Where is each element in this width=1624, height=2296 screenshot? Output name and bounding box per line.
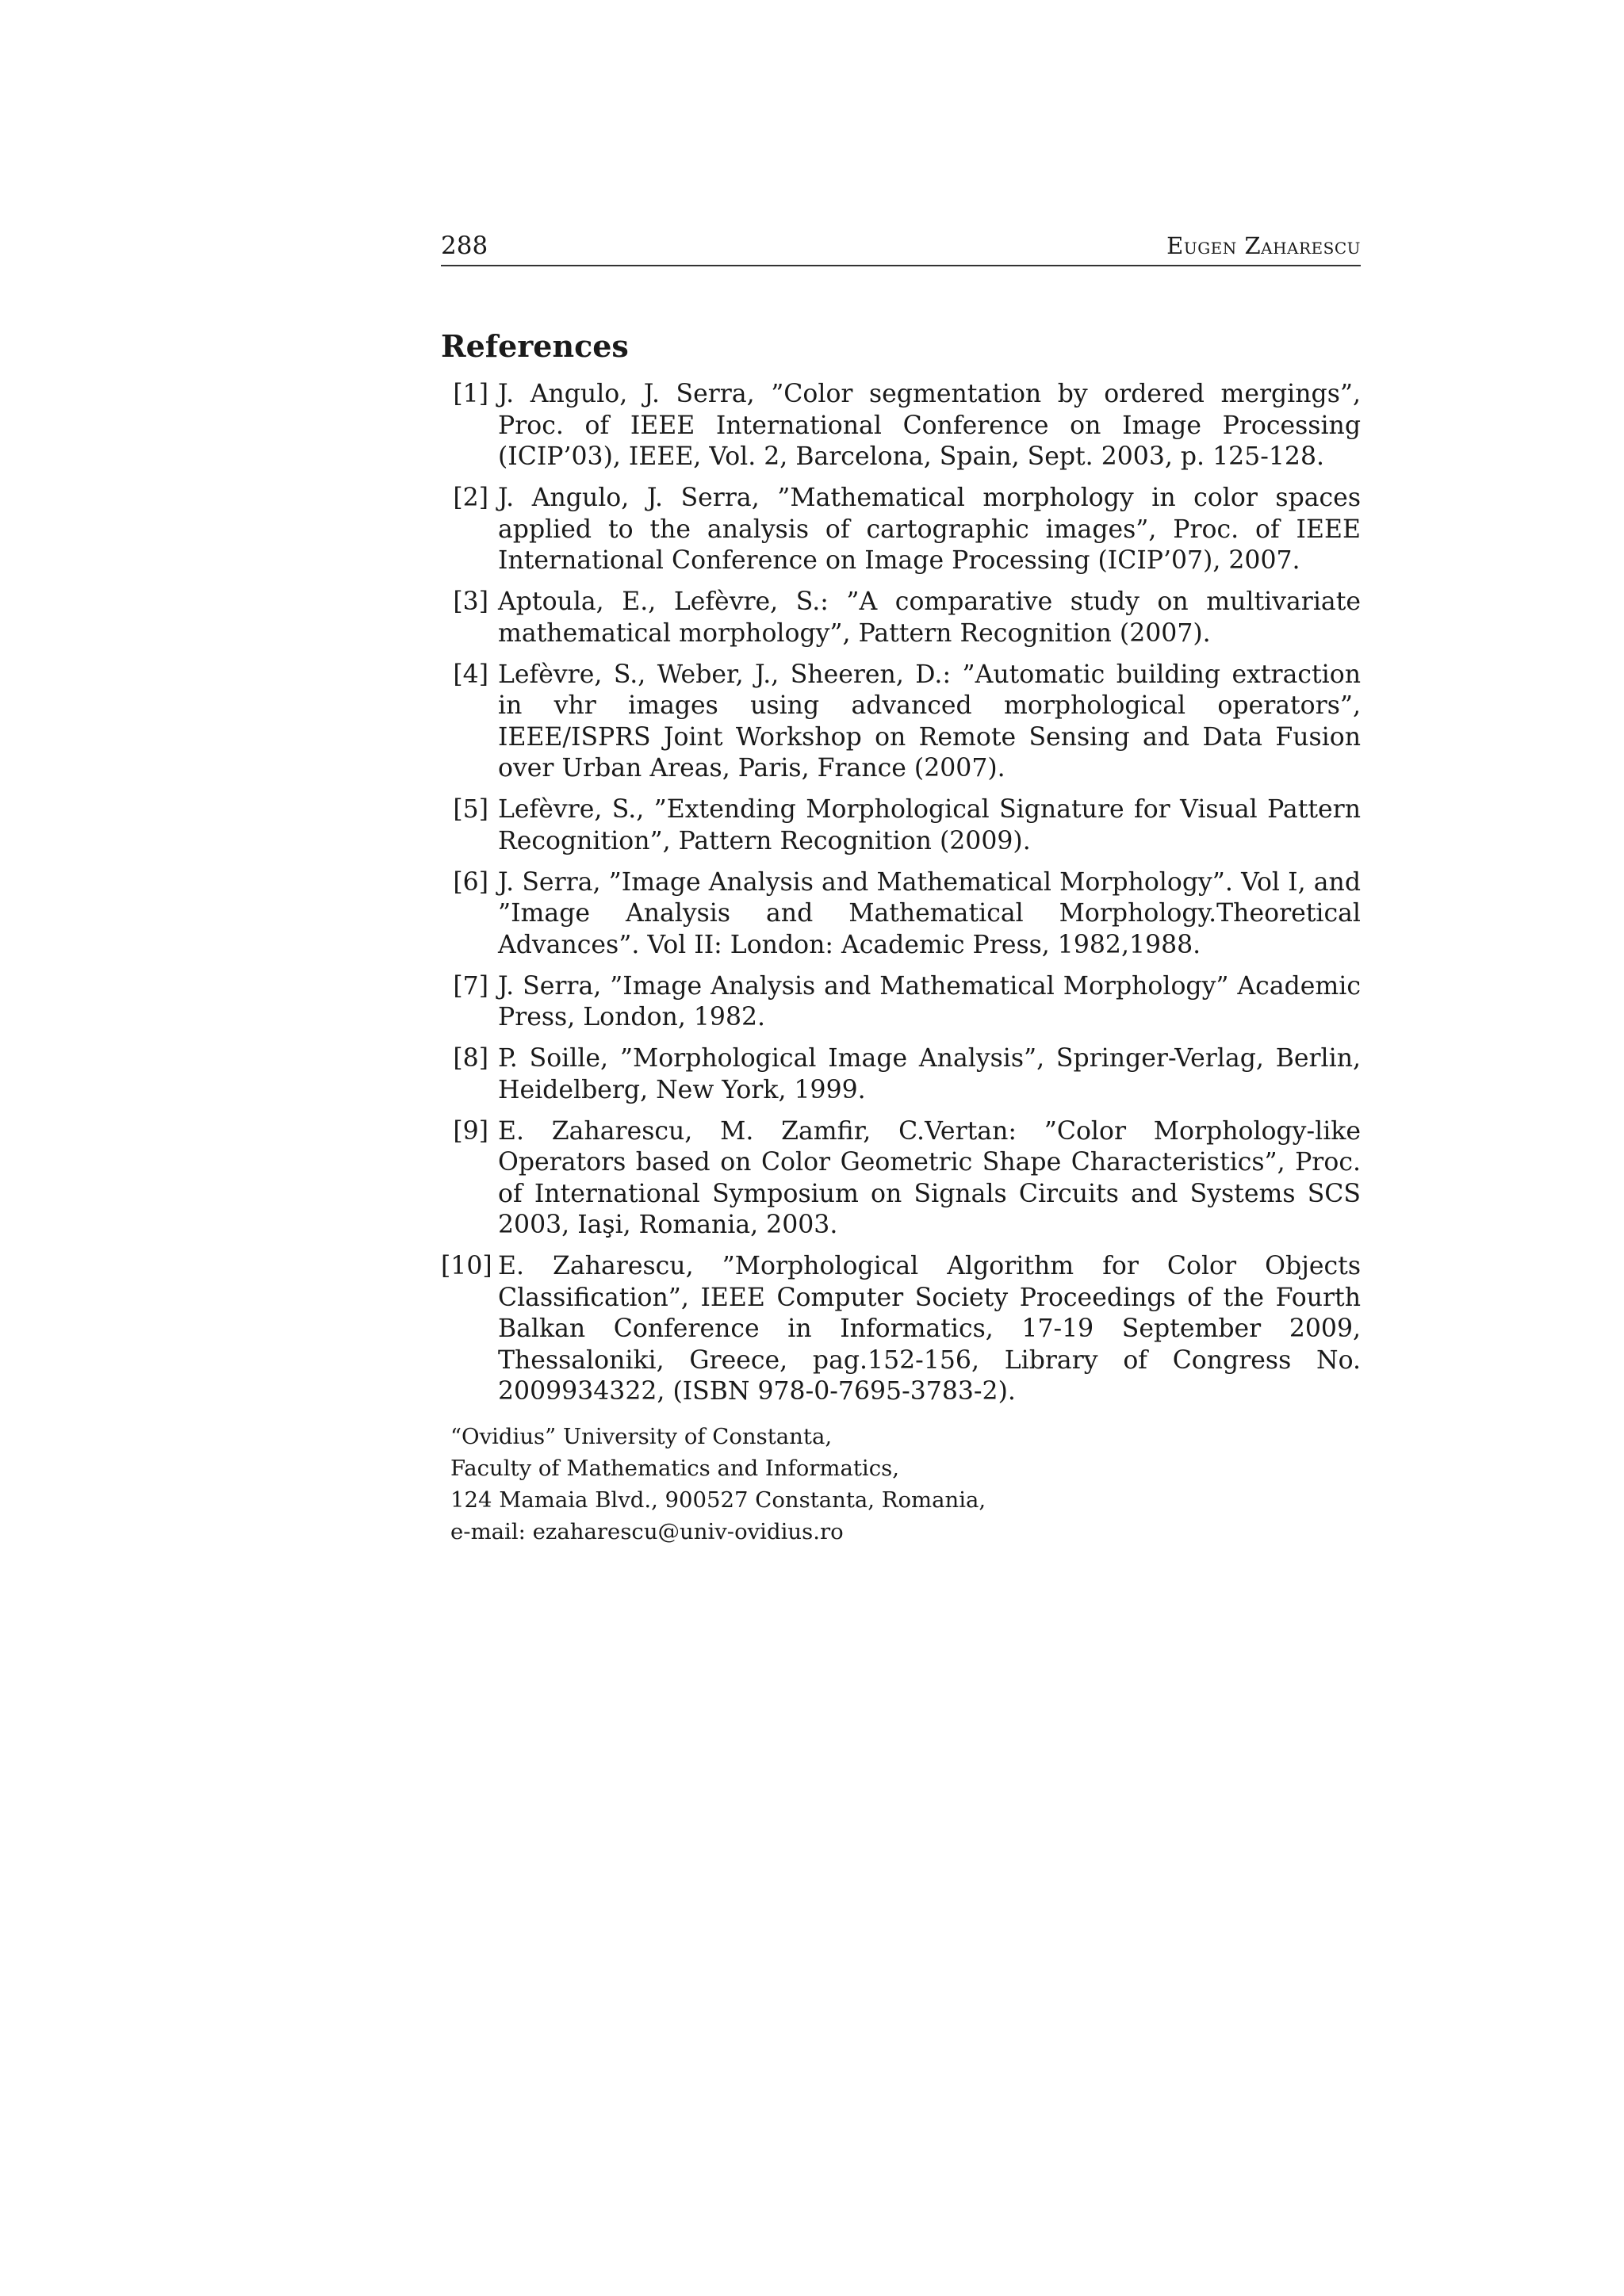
- running-header: [441, 230, 1361, 266]
- reference-text: J. Angulo, J. Serra, ”Mathematical morphology in color spaces applied to the analysis of cartographic images”, Proc. of IEEE International Conference on Image Processing (ICIP’07), 2007.: [498, 484, 1361, 575]
- address-faculty: Faculty of Mathematics and Informatics,: [450, 1455, 899, 1481]
- reference-item: [441, 660, 1361, 785]
- address-university: “Ovidius” University of Constanta,: [450, 1423, 833, 1449]
- reference-number: [4]: [453, 660, 488, 689]
- reference-text: J. Serra, ”Image Analysis and Mathematical Morphology” Academic Press, London, 1982.: [498, 971, 1361, 1031]
- reference-item: [441, 794, 1361, 857]
- reference-number: [10]: [441, 1252, 492, 1280]
- reference-number: [7]: [453, 971, 488, 1001]
- reference-item: [441, 379, 1361, 473]
- reference-number: [8]: [453, 1044, 488, 1073]
- reference-number: [9]: [453, 1116, 488, 1146]
- reference-text: Aptoula, E., Lefèvre, S.: ”A comparative study on multivariate mathematical morphology”, Pattern Recognition (2007).: [498, 587, 1361, 648]
- address-street: 124 Mamaia Blvd., 900527 Constanta, Romania,: [450, 1487, 986, 1513]
- reference-item: [441, 587, 1361, 649]
- reference-item: [441, 1251, 1361, 1408]
- author-address: [441, 1421, 1361, 1548]
- reference-item: [441, 867, 1361, 962]
- running-head-author: Eugen Zaharescu: [1166, 232, 1361, 259]
- reference-number: [6]: [453, 867, 488, 897]
- reference-number: [5]: [453, 795, 488, 824]
- reference-text: E. Zaharescu, ”Morphological Algorithm for Color Objects Classification”, IEEE Computer Society Proceedings of the Fourth Balkan Conference in Informatics, 17-19 September 2009, Thessaloniki, Greece, pag.152-156, Library of Congress No. 2009934322, (ISBN 978-0-7695-3783-2).: [498, 1252, 1361, 1406]
- page-content: [441, 230, 1361, 1548]
- reference-text: Lefèvre, S., Weber, J., Sheeren, D.: ”Automatic building extraction in vhr images using advanced morphological operators”, IEEE/ISPRS Joint Workshop on Remote Sensing and Data Fusion over Urban Areas, Paris, France (2007).: [498, 660, 1361, 783]
- reference-number: [1]: [453, 380, 488, 408]
- reference-number: [2]: [453, 484, 488, 512]
- reference-item: [441, 1043, 1361, 1106]
- reference-text: Lefèvre, S., ”Extending Morphological Signature for Visual Pattern Recognition”, Pattern Recognition (2009).: [498, 795, 1361, 855]
- reference-item: [441, 971, 1361, 1034]
- reference-item: [441, 483, 1361, 577]
- reference-text: J. Serra, ”Image Analysis and Mathematical Morphology”. Vol I, and ”Image Analysis and Mathematical Morphology.Theoretical Advances”. Vol II: London: Academic Press, 1982,1988.: [498, 867, 1361, 959]
- reference-number: [3]: [453, 587, 488, 616]
- page-number: 288: [441, 232, 488, 260]
- address-email: e-mail: ezaharescu@univ-ovidius.ro: [450, 1518, 844, 1544]
- reference-text: E. Zaharescu, M. Zamfir, C.Vertan: ”Color Morphology-like Operators based on Color Geometric Shape Characteristics”, Proc. of International Symposium on Signals Circuits and Systems SCS 2003, Iaşi, Romania, 2003.: [498, 1116, 1361, 1239]
- reference-item: [441, 1116, 1361, 1242]
- reference-text: P. Soille, ”Morphological Image Analysis”, Springer-Verlag, Berlin, Heidelberg, New York, 1999.: [498, 1044, 1361, 1104]
- section-title: References: [441, 328, 629, 364]
- reference-text: J. Angulo, J. Serra, ”Color segmentation by ordered mergings”, Proc. of IEEE International Conference on Image Processing (ICIP’03), IEEE, Vol. 2, Barcelona, Spain, Sept. 2003, p. 125-128.: [498, 380, 1361, 471]
- reference-list: [441, 379, 1361, 1408]
